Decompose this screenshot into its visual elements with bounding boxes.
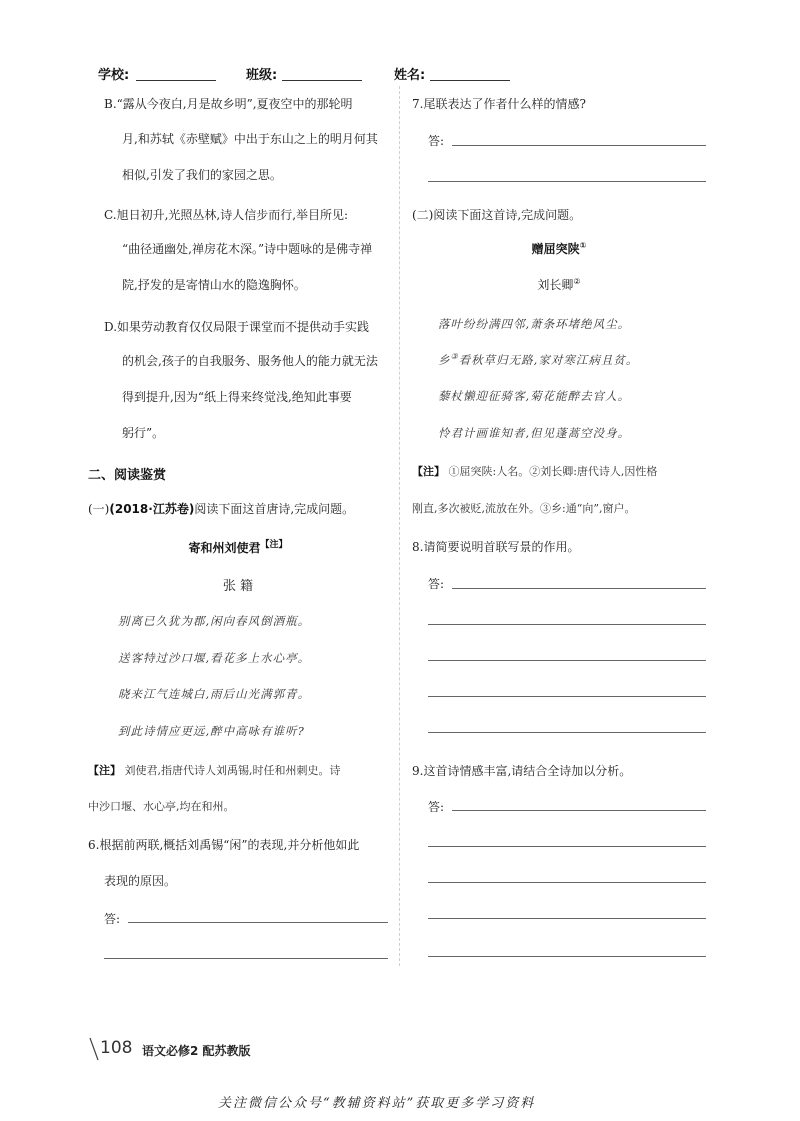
note2-text: ①屈突陕:人名。②刘长卿:唐代诗人,因性格 bbox=[448, 465, 658, 478]
poem2-line bbox=[438, 352, 638, 368]
class-field[interactable] bbox=[282, 80, 362, 81]
part1-label: (一) bbox=[88, 502, 110, 516]
option-c-line: 院,抒发的是寄情山水的隐逸胸怀。 bbox=[122, 278, 306, 292]
option-d-line: D.如果劳动教育仅仅局限于课堂而不提供动手实践 bbox=[104, 320, 370, 334]
option-b-line: 月,和苏轼《赤壁赋》中出于东山之上的明月何其 bbox=[122, 132, 378, 146]
school-field[interactable] bbox=[136, 80, 216, 81]
answer-line-8[interactable] bbox=[428, 660, 706, 661]
poem1-line: 到此诗情应更远,醉中高咏有谁听? bbox=[118, 724, 305, 738]
poem2-author-mark: ② bbox=[573, 277, 581, 286]
poem2-line: 落叶纷纷满四邻,萧条环堵绝风尘。 bbox=[438, 317, 631, 331]
note1-text: 刘使君,指唐代诗人刘禹锡,时任和州刺史。诗 bbox=[124, 764, 341, 777]
poem1-title-row bbox=[88, 537, 388, 556]
answer-line-8[interactable] bbox=[428, 696, 706, 697]
column-divider bbox=[399, 86, 400, 966]
note2-line bbox=[412, 463, 657, 479]
option-d-line: 躬行”。 bbox=[122, 426, 165, 440]
class-label: 班级: bbox=[246, 68, 278, 83]
poem2-line-prefix: 乡 bbox=[438, 353, 451, 367]
answer-label-6: 答: bbox=[104, 912, 121, 926]
option-d-line: 的机会,孩子的自我服务、服务他人的能力就无法 bbox=[122, 354, 378, 368]
poem2-line: 藜杖懒迎征骑客,菊花能醉去官人。 bbox=[438, 389, 631, 403]
poem2-author-row bbox=[410, 276, 708, 293]
poem2-author: 刘长卿 bbox=[537, 278, 574, 292]
answer-line-9[interactable] bbox=[428, 918, 706, 919]
option-b-line: B.“露从今夜白,月是故乡明”,夏夜空中的那轮明 bbox=[104, 97, 353, 111]
answer-line-9[interactable] bbox=[428, 882, 706, 883]
option-d-line: 得到提升,因为“纸上得来终觉浅,绝知此事要 bbox=[122, 390, 352, 404]
poem2-title-mark: ① bbox=[579, 241, 587, 250]
answer-label-8: 答: bbox=[428, 577, 445, 591]
part2-intro: (二)阅读下面这首诗,完成问题。 bbox=[412, 208, 582, 222]
option-c-line: “曲径通幽处,禅房花木深。”诗中题咏的是佛寺禅 bbox=[122, 242, 373, 256]
answer-line-7[interactable] bbox=[428, 181, 706, 182]
answer-line-8[interactable] bbox=[428, 732, 706, 733]
note1-label: 【注】 bbox=[88, 764, 121, 777]
poem1-line: 送客特过沙口堰,看花多上水心亭。 bbox=[118, 651, 311, 665]
note2-line: 刚直,多次被贬,流放在外。③乡:通“向”,窗户。 bbox=[412, 502, 636, 515]
school-label: 学校: bbox=[98, 68, 130, 83]
question-6: 6.根据前两联,概括刘禹锡“闲”的表现,并分析他如此 bbox=[88, 838, 360, 852]
answer-line-8[interactable] bbox=[428, 624, 706, 625]
answer-label-9: 答: bbox=[428, 800, 445, 814]
part1-source: (2018·江苏卷) bbox=[109, 502, 195, 516]
answer-line-9[interactable] bbox=[428, 846, 706, 847]
answer-line-6[interactable] bbox=[128, 922, 388, 923]
note2-label: 【注】 bbox=[412, 465, 445, 478]
answer-line-9[interactable] bbox=[428, 956, 706, 957]
part1-intro: 阅读下面这首唐诗,完成问题。 bbox=[194, 502, 355, 516]
poem2-line: 怜君计画谁知者,但见蓬蒿空没身。 bbox=[438, 426, 631, 440]
answer-line-9[interactable] bbox=[452, 810, 706, 811]
name-field[interactable] bbox=[430, 80, 510, 81]
answer-line-6[interactable] bbox=[104, 958, 388, 959]
option-b-line: 相似,引发了我们的家园之思。 bbox=[122, 168, 282, 182]
poem2-line-mark: ③ bbox=[450, 352, 459, 362]
book-title: 语文必修2 配苏教版 bbox=[142, 1044, 251, 1058]
note1-line: 中沙口堰、水心亭,均在和州。 bbox=[88, 800, 235, 813]
answer-line-8[interactable] bbox=[452, 588, 706, 589]
question-9: 9.这首诗情感丰富,请结合全诗加以分析。 bbox=[412, 764, 632, 778]
poem2-title: 赠屈突陕 bbox=[531, 242, 580, 256]
page-slash-icon bbox=[88, 1036, 100, 1062]
answer-label-7: 答: bbox=[428, 134, 445, 148]
page-number: 108 bbox=[100, 1038, 133, 1058]
poem1-title-note: 【注】 bbox=[260, 540, 288, 550]
section-title: 二、阅读鉴赏 bbox=[88, 468, 167, 483]
answer-line-7[interactable] bbox=[452, 145, 706, 146]
poem2-title-row bbox=[410, 240, 708, 257]
poem1-line: 晓来江气连城白,雨后山光满郭青。 bbox=[118, 687, 311, 701]
note1-line bbox=[88, 762, 341, 778]
question-8: 8.请简要说明首联写景的作用。 bbox=[412, 540, 580, 554]
bottom-note: 关注微信公众号“教辅资料站”获取更多学习资料 bbox=[218, 1096, 536, 1111]
name-label: 姓名: bbox=[394, 68, 426, 83]
option-c-line: C.旭日初升,光照丛林,诗人信步而行,举目所见: bbox=[104, 208, 349, 222]
part1-heading bbox=[88, 500, 354, 517]
question-6-cont: 表现的原因。 bbox=[104, 874, 177, 888]
poem2-line-text: 看秋草归无路,家对寒江病且贫。 bbox=[458, 353, 639, 367]
poem1-line: 别离已久犹为郡,闲向春风倒酒瓶。 bbox=[118, 614, 311, 628]
question-7: 7.尾联表达了作者什么样的情感? bbox=[412, 97, 586, 111]
poem1-author: 张 籍 bbox=[222, 579, 254, 594]
poem1-title: 寄和州刘使君 bbox=[188, 541, 261, 555]
